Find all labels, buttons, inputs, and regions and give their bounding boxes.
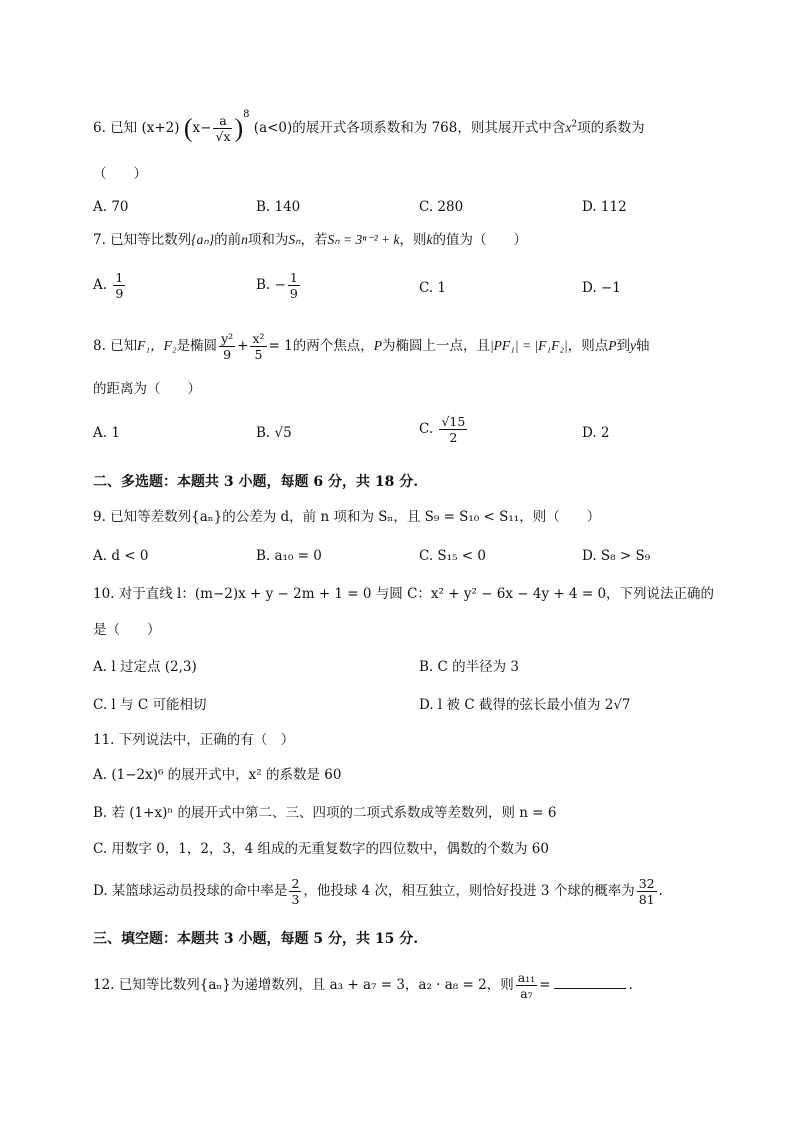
q11-option-b: B. 若 (1+x)ⁿ 的展开式中第二、三、四项的二项式系数成等差数列，则 n = 6 bbox=[93, 805, 557, 821]
q8-p: P bbox=[373, 338, 382, 353]
q9-option-a: A. d < 0 bbox=[93, 548, 149, 564]
q7-text-6: 的值为（ ） bbox=[432, 232, 528, 248]
q7-option-b-label: B. bbox=[256, 277, 271, 293]
q12-end: . bbox=[628, 977, 633, 993]
q10-option-a: A. l 过定点 (2,3) bbox=[93, 659, 197, 675]
q8-frac-x: $\frac{\text{x²}}{5}$ bbox=[252, 331, 265, 362]
question-12 bbox=[93, 970, 633, 1001]
q8-p2: P bbox=[608, 338, 617, 353]
q11-option-d-text-1: D. 某篮球运动员投球的命中率是 bbox=[93, 883, 288, 899]
q6-factor-2: x− bbox=[192, 120, 212, 136]
question-11: 11. 下列说法中，正确的有（ ） bbox=[93, 732, 295, 748]
q12-equals: = bbox=[539, 977, 551, 993]
q8-text-7: 轴 bbox=[636, 338, 650, 354]
q8-line-2: 的距离为（ ） bbox=[93, 381, 201, 397]
q7-text-4: ，若 bbox=[300, 232, 328, 248]
q6-square: 2 bbox=[571, 119, 578, 130]
question-6 bbox=[93, 108, 645, 144]
q7-option-a-label: A. bbox=[93, 277, 108, 293]
q8-text-2: 是椭圆 bbox=[176, 338, 218, 354]
section-3-heading: 三、填空题：本题共 3 小题，每题 5 分，共 15 分. bbox=[93, 931, 419, 947]
q6-factor-1: (x+2) bbox=[141, 120, 180, 136]
q7-option-b bbox=[256, 270, 302, 301]
q9-option-b: B. a₁₀ = 0 bbox=[256, 548, 322, 564]
q10-option-d: D. l 被 C 截得的弦长最小值为 2√7 bbox=[419, 697, 631, 713]
q11-option-d-frac-1: $\frac{2}{3}$ bbox=[291, 876, 300, 907]
question-7 bbox=[93, 231, 527, 249]
q7-option-d: D. −1 bbox=[582, 280, 621, 296]
question-8 bbox=[93, 331, 650, 362]
q8-option-b: B. √5 bbox=[256, 425, 292, 441]
q6-text: 的展开式各项系数和为 768，则其展开式中含 bbox=[292, 120, 566, 136]
q9-option-c: C. S₁₅ < 0 bbox=[419, 548, 486, 564]
q7-option-a bbox=[93, 270, 127, 301]
q8-text-5: ，则点 bbox=[567, 338, 609, 354]
q6-option-a: A. 70 bbox=[93, 199, 129, 215]
q7-n: n bbox=[241, 232, 248, 247]
q11-option-d bbox=[93, 876, 663, 907]
q6-left-paren: ( bbox=[183, 113, 193, 143]
q7-text-3: 项和为 bbox=[247, 232, 289, 248]
q8-frac-y: $\frac{\text{y²}}{9}$ bbox=[221, 331, 234, 362]
question-10: 10. 对于直线 l：(m−2)x + y − 2m + 1 = 0 与圆 C：x² + y² − 6x − 4y + 4 = 0，下列说法正确的 bbox=[93, 586, 715, 602]
q12-text: 12. 已知等比数列{aₙ}为递增数列，且 a₃ + a₇ = 3，a₂ · a₈ = 2，则 bbox=[93, 977, 514, 993]
q11-option-a: A. (1−2x)⁶ 的展开式中，x² 的系数是 60 bbox=[93, 767, 342, 783]
q8-option-a: A. 1 bbox=[93, 425, 120, 441]
q7-equation: Sₙ = 3ⁿ⁻² + k bbox=[327, 232, 400, 247]
q7-seq: {aₙ} bbox=[191, 232, 215, 247]
q11-option-d-frac-2: $\frac{32}{81}$ bbox=[638, 876, 655, 907]
q11-option-d-end: . bbox=[658, 883, 663, 899]
q8-y: y bbox=[630, 338, 636, 353]
question-9: 9. 已知等差数列{aₙ}的公差为 d，前 n 项和为 Sₙ，且 S₉ = S₁₀ < S₁₁，则（ ） bbox=[93, 509, 601, 525]
q10-option-c: C. l 与 C 可能相切 bbox=[93, 697, 207, 713]
q6-option-d: D. 112 bbox=[582, 199, 627, 215]
q6-condition: (a<0) bbox=[253, 120, 293, 136]
q8-option-c bbox=[419, 414, 469, 445]
q8-text-6: 到 bbox=[616, 338, 630, 354]
q8-option-c-label: C. bbox=[419, 421, 434, 437]
q7-text-2: 的前 bbox=[214, 232, 242, 248]
q11-option-d-text-2: ，他投球 4 次，相互独立，则恰好投进 3 个球的概率为 bbox=[303, 883, 635, 899]
q7-option-b-fraction: $\frac{1}{9}$ bbox=[289, 270, 298, 301]
q8-condition: |PF₁| = |F₁F₂| bbox=[489, 338, 568, 353]
q8-option-c-fraction: $\frac{√15}{2}$ bbox=[441, 414, 466, 445]
q6-bracket: （ ） bbox=[93, 166, 147, 182]
q7-k: k bbox=[426, 232, 433, 247]
q6-prefix: 6. 已知 bbox=[93, 120, 138, 136]
q6-fraction: $\frac{a}{√x}$ bbox=[215, 113, 231, 144]
q7-option-c: C. 1 bbox=[419, 280, 447, 296]
q7-text-5: ，则 bbox=[399, 232, 427, 248]
q12-answer-blank[interactable] bbox=[554, 976, 626, 989]
section-2-heading: 二、多选题：本题共 3 小题，每题 6 分，共 18 分. bbox=[93, 474, 419, 490]
q8-text-3: 的两个焦点， bbox=[292, 338, 374, 354]
q7-option-b-sign: − bbox=[274, 277, 286, 293]
q6-tail: 项的系数为 bbox=[577, 120, 645, 136]
q8-plus: + bbox=[237, 338, 249, 354]
q8-text-4: 为椭圆上一点，且 bbox=[381, 338, 490, 354]
q10-line-2: 是（ ） bbox=[93, 622, 161, 638]
q12-fraction: $\frac{\text{a₁₁}}{\text{a₇}}$ bbox=[517, 970, 536, 1001]
q6-right-paren: ) bbox=[234, 113, 244, 143]
q6-option-b: B. 140 bbox=[256, 199, 301, 215]
q8-eq: = 1 bbox=[268, 338, 293, 354]
q6-option-c: C. 280 bbox=[419, 199, 464, 215]
q11-option-c: C. 用数字 0，1，2，3，4 组成的无重复数字的四位数中，偶数的个数为 60 bbox=[93, 841, 549, 857]
q10-option-b: B. C 的半径为 3 bbox=[419, 659, 520, 675]
q8-foci: F₁，F₂ bbox=[137, 338, 177, 353]
q7-sn: Sₙ bbox=[288, 232, 301, 247]
q7-text-1: 7. 已知等比数列 bbox=[93, 232, 192, 248]
q6-exponent: 8 bbox=[243, 108, 250, 120]
q8-text-1: 8. 已知 bbox=[93, 338, 138, 354]
q6-x: x bbox=[565, 120, 572, 135]
q8-option-d: D. 2 bbox=[582, 425, 610, 441]
q7-option-a-fraction: $\frac{1}{9}$ bbox=[115, 270, 124, 301]
q9-option-d: D. S₈ > S₉ bbox=[582, 548, 651, 564]
